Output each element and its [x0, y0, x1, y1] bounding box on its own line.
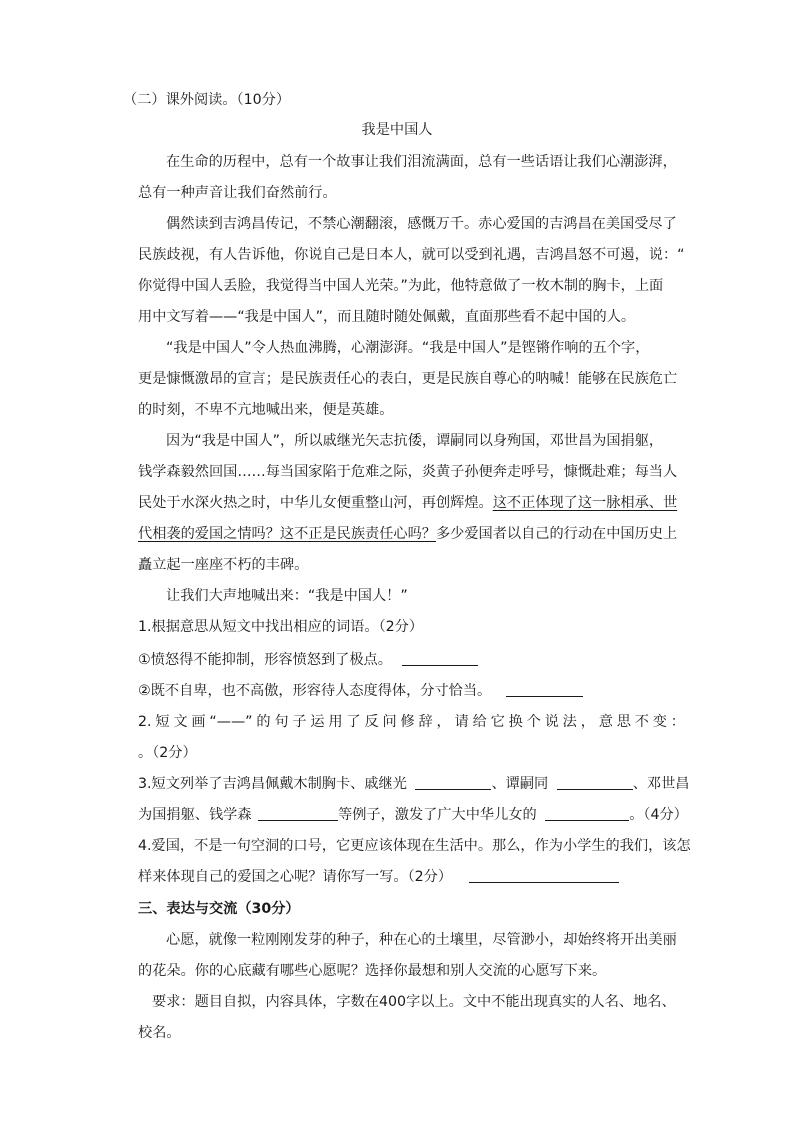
article-p1-line2: 总有一种声音让我们奋然前行。 — [138, 185, 337, 201]
answer-blank-3-qianxuesen[interactable] — [258, 806, 338, 821]
article-p4-line3-text: 民处于水深火热之时，中华儿女便重整山河，再创辉煌。 — [138, 495, 493, 511]
article-p4-line2: 钱学森毅然回国……每当国家陷于危难之际，炎黄子孙便奔走呼号，慷慨赴难；每当人 — [138, 464, 678, 480]
answer-blank-1a[interactable] — [402, 651, 478, 666]
article-p4-line4-text: 多少爱国者以自己的行动在中国历史上 — [435, 526, 678, 542]
article-p2-line4: 用中文写着——“我是中国人”，而且随时随处佩戴，直面那些看不起中国的人。 — [138, 309, 636, 325]
question-3-text-f: 。（4分） — [629, 807, 688, 823]
article-p2-line2: 民族歧视，有人告诉他，你说自己是日本人，就可以受到礼遇，吉鸿昌怒不可遏，说：“ — [138, 247, 685, 263]
prompt-line1: 心愿，就像一粒刚刚发芽的种子，种在心的土壤里，尽管渺小，却始终将开出美丽 — [166, 932, 677, 948]
section-heading-expression: 三、表达与交流（30分） — [138, 901, 300, 917]
article-p5: 让我们大声地喊出来：“我是中国人！” — [166, 588, 408, 604]
article-p2-line3: 你觉得中国人丢脸，我觉得当中国人光荣。”为此，他特意做了一枚木制的胸卡，上面 — [138, 278, 664, 294]
article-p3-line2: 更是慷慨激昂的宣言；是民族责任心的表白，更是民族自尊心的呐喊！能够在民族危亡 — [138, 371, 678, 387]
question-3-line2 — [138, 806, 688, 824]
answer-blank-3-qijiguang[interactable] — [415, 775, 491, 790]
question-4-line1: 4.爱国，不是一句空洞的口号，它更应该体现在生活中。那么，作为小学生的我们，该怎 — [138, 838, 691, 854]
question-3-text-d: 为国捐躯、钱学森 — [138, 807, 252, 823]
article-p3-line1: “我是中国人”令人热血沸腾，心潮澎湃。“我是中国人”是铿锵作响的五个字， — [166, 340, 650, 356]
question-1a-text: ①愤怒得不能抑制，形容愤怒到了极点。 — [138, 652, 392, 668]
section-heading-reading: （二）课外阅读。（10分） — [123, 92, 291, 108]
answer-blank-1b[interactable] — [506, 682, 583, 697]
prompt-line2: 的花朵。你的心底藏有哪些心愿呢？选择你最想和别人交流的心愿写下来。 — [138, 963, 607, 979]
article-p2-line1: 偶然读到吉鸿昌传记，不禁心潮翻滚，感慨万千。赤心爱国的吉鸿昌在美国受尽了 — [166, 216, 677, 232]
question-3-text-e: 等例子，激发了广大中华儿女的 — [338, 807, 537, 823]
question-1b — [138, 682, 583, 700]
answer-blank-3-tansitong[interactable] — [557, 775, 633, 790]
article-p4-line3 — [138, 494, 677, 512]
question-3-text-a: 3.短文列举了吉鸿昌佩戴木制胸卡、戚继光 — [138, 776, 407, 792]
question-4-text: 样来体现自己的爱国之心呢？请你写一写。（2分） — [138, 869, 453, 885]
question-3-text-b: 、谭嗣同 — [491, 776, 549, 792]
question-3-text-c: 、邓世昌 — [632, 776, 690, 792]
question-2-line2: 。（2分） — [138, 745, 197, 761]
article-p1-line1: 在生命的历程中，总有一个故事让我们泪流满面，总有一些话语让我们心潮澎湃， — [166, 154, 677, 170]
question-3-line1 — [138, 775, 689, 793]
article-title: 我是中国人 — [361, 122, 433, 138]
question-1b-text: ②既不自卑，也不高傲，形容待人态度得体，分寸恰当。 — [138, 683, 492, 699]
question-1a — [138, 651, 478, 669]
article-p4-line1: 因为“我是中国人”，所以戚继光矢志抗倭，谭嗣同以身殉国，邓世昌为国捐躯， — [166, 433, 664, 449]
underlined-sentence-part1: 这不正体现了这一脉相承、世 — [492, 495, 678, 511]
requirements-line1: 要求：题目自拟，内容具体，字数在400字以上。文中不能出现真实的人名、地名、 — [152, 994, 676, 1010]
question-2-line1: 2.短文画“——”的句子运用了反问修辞，请给它换个说法，意思不变： — [138, 714, 685, 730]
question-1: 1.根据意思从短文中找出相应的词语。（2分） — [138, 619, 424, 635]
question-4-line2 — [138, 868, 619, 886]
article-p4-line5: 矗立起一座座不朽的丰碑。 — [138, 557, 309, 573]
article-p3-line3: 的时刻，不卑不亢地喊出来，便是英雄。 — [138, 402, 394, 418]
article-p4-line4 — [138, 525, 677, 543]
requirements-line2: 校名。 — [138, 1025, 181, 1041]
answer-blank-3-inspired[interactable] — [545, 806, 629, 821]
answer-blank-4[interactable] — [469, 868, 619, 883]
underlined-sentence-part2: 代相袭的爱国之情吗？这不正是民族责任心吗？ — [138, 526, 436, 542]
